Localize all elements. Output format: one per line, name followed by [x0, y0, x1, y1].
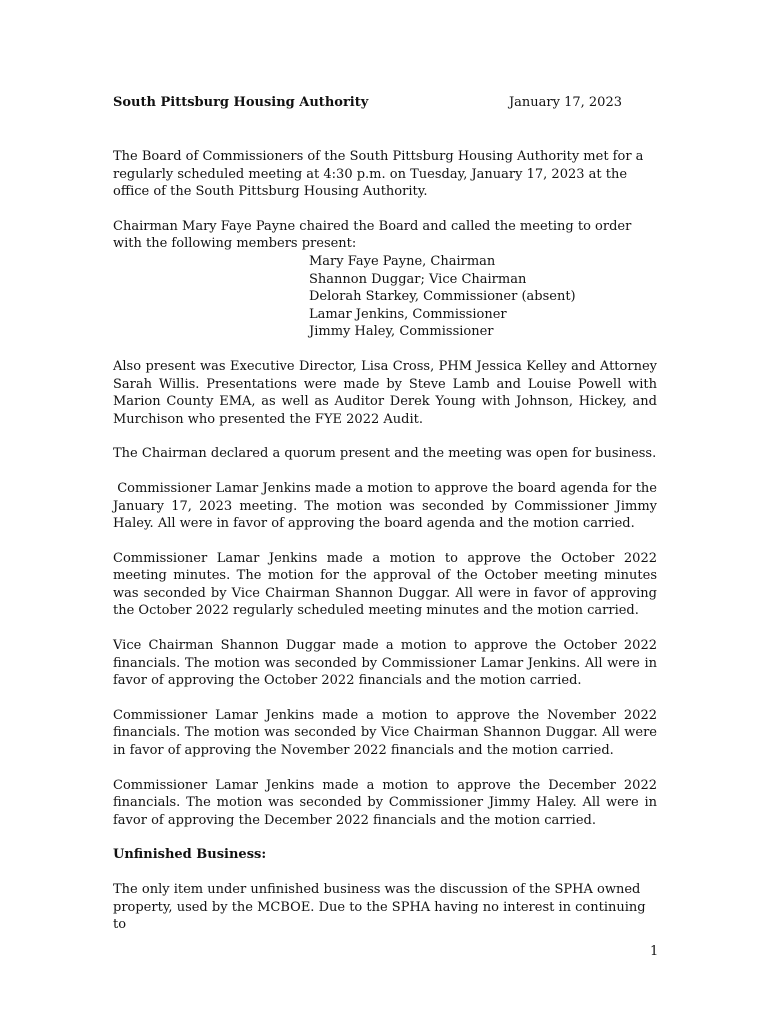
- motion-paragraph: Commissioner Lamar Jenkins made a motion to approve the board agenda for the January 17, 2023 meeting. The motion was seconded by Commissioner Jimmy Haley. All were in favor of approving the board agenda and the motion carried.: [113, 480, 662, 532]
- member-item: Jimmy Haley, Commissioner: [309, 324, 494, 340]
- motion-paragraph: Vice Chairman Shannon Duggar made a motion to approve the October 2022 financials. The motion was seconded by Commissioner Lamar Jenkins. All were in favor of approving the October 2022 financials and the motion carried.: [113, 638, 657, 689]
- members-present-list: [113, 253, 657, 341]
- document-body: [113, 94, 662, 934]
- member-item: Delorah Starkey, Commissioner (absent): [309, 289, 576, 305]
- also-present-paragraph: Also present was Executive Director, Lisa Cross, PHM Jessica Kelley and Attorney Sarah Willis. Presentations were made by Steve Lamb and Louise Powell with Marion County EMA, as well as Auditor Derek Young with Johnson, Hickey, and Murchison who presented the FYE 2022 Audit.: [113, 358, 657, 427]
- document-header: [113, 94, 657, 112]
- quorum-paragraph: The Chairman declared a quorum present and the meeting was open for business.: [113, 446, 657, 462]
- organization-name: South Pittsburg Housing Authority: [113, 95, 369, 110]
- call-to-order-paragraph: Chairman Mary Faye Payne chaired the Board and called the meeting to order with the following members present:: [113, 218, 632, 252]
- page-number: 1: [650, 944, 659, 959]
- meeting-date: January 17, 2023: [508, 95, 622, 110]
- motion-paragraph: Commissioner Lamar Jenkins made a motion to approve the October 2022 meeting minutes. The motion for the approval of the October meeting minutes was seconded by Vice Chairman Shannon Duggar. All were in favor of approving the October 2022 regularly scheduled meeting minutes and the motion carried.: [113, 550, 657, 619]
- motion-paragraph: Commissioner Lamar Jenkins made a motion to approve the December 2022 financials. The motion was seconded by Commissioner Jimmy Haley. All were in favor of approving the December 2022 financials and the motion carried.: [113, 777, 657, 828]
- member-item: Mary Faye Payne, Chairman: [309, 253, 496, 269]
- motion-paragraph: Commissioner Lamar Jenkins made a motion to approve the November 2022 financials. The motion was seconded by Vice Chairman Shannon Duggar. All were in favor of approving the November 2022 financials and the motion carried.: [113, 707, 657, 759]
- member-item: Shannon Duggar; Vice Chairman: [309, 271, 527, 287]
- intro-paragraph: The Board of Commissioners of the South Pittsburg Housing Authority met for a regularly scheduled meeting at 4:30 p.m. on Tuesday, January 17, 2023 at the office of the South Pittsburg Housing Authority.: [113, 149, 644, 200]
- unfinished-business-heading: Unfinished Business:: [113, 847, 267, 863]
- member-item: Lamar Jenkins, Commissioner: [309, 306, 507, 322]
- unfinished-business-paragraph: The only item under unfinished business was the discussion of the SPHA owned property, used by the MCBOE. Due to the SPHA having no interest in continuing to: [113, 882, 646, 933]
